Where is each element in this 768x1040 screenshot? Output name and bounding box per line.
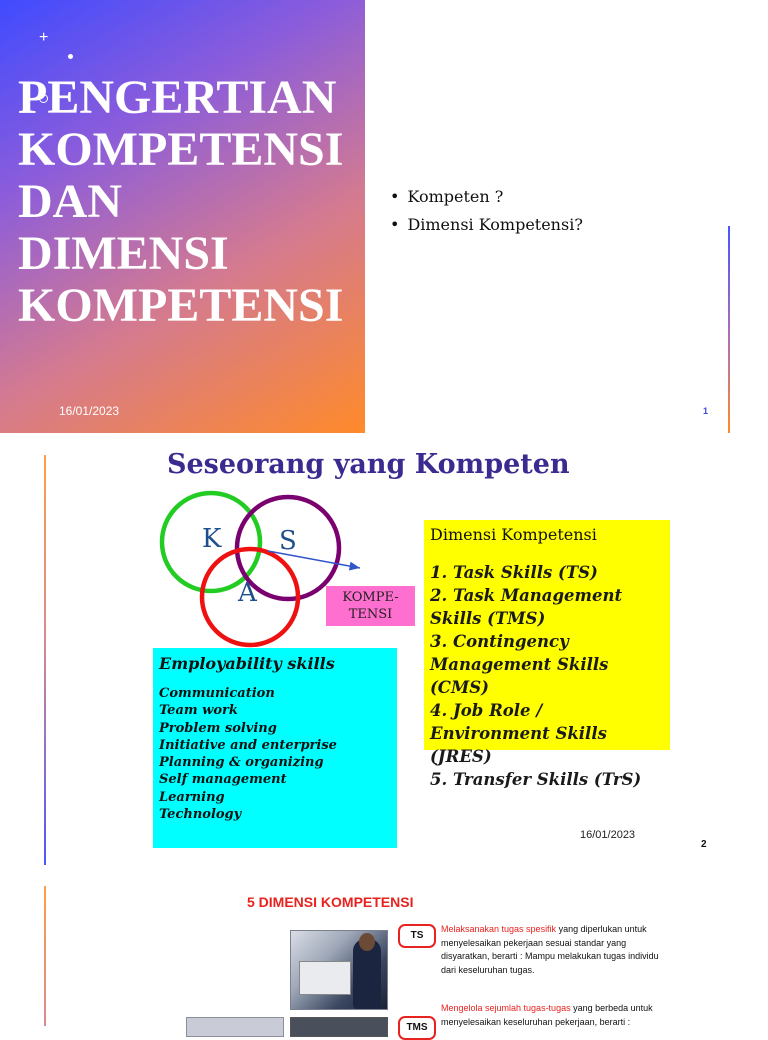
employability-item: Technology <box>159 807 242 823</box>
employability-item: Learning <box>159 789 225 805</box>
title-line: KOMPETENSI <box>18 279 344 332</box>
employability-item: Team work <box>159 703 238 719</box>
title-line: KOMPETENSI <box>18 123 344 176</box>
kompetensi-line: TENSI <box>348 607 393 622</box>
person-head-shape <box>359 933 375 951</box>
slide-1-bullet-list <box>390 187 583 243</box>
slide-2 <box>0 447 768 867</box>
ts-description <box>441 923 666 977</box>
ts-tag: TS <box>398 924 436 948</box>
photo-thumbnail <box>290 1017 388 1037</box>
page-number: 2 <box>701 839 707 850</box>
employability-item: Self management <box>159 772 287 788</box>
kompetensi-line: KOMPE- <box>342 590 399 605</box>
tms-highlight: Mengelola sejumlah tugas-tugas <box>441 1003 571 1013</box>
accent-divider <box>728 226 730 433</box>
slide-1 <box>0 0 768 433</box>
dimensi-item: 4. Job Role / Environment Skills (JRES) <box>430 701 607 766</box>
dimensi-item: 3. Contingency Management Skills (CMS) <box>430 632 609 697</box>
employability-title: Employability skills <box>159 654 335 673</box>
tms-description <box>441 1002 666 1029</box>
page-number: 1 <box>703 406 709 416</box>
dimensi-kompetensi-box <box>424 520 670 789</box>
bullet-item: • Dimensi Kompetensi? <box>390 215 583 234</box>
title-line: PENGERTIAN <box>18 71 337 124</box>
venn-label-a: A <box>238 578 257 608</box>
venn-label-s: S <box>279 526 297 556</box>
machine-shape <box>299 961 351 995</box>
accent-divider <box>44 886 46 1026</box>
slide-1-title <box>18 72 363 332</box>
title-gradient-panel <box>0 0 365 433</box>
dimensi-title: Dimensi Kompetensi <box>430 525 597 544</box>
dimensi-list <box>430 561 664 791</box>
employability-list <box>159 685 391 823</box>
ts-highlight: Melaksanakan tugas spesifik <box>441 924 557 934</box>
slide-3-title: 5 DIMENSI KOMPETENSI <box>247 894 414 910</box>
worker-photo <box>290 930 388 1010</box>
title-line: DIMENSI <box>18 227 229 280</box>
venn-label-k: K <box>202 524 222 554</box>
title-line: DAN <box>18 175 122 228</box>
slide-2-date: 16/01/2023 <box>580 829 636 841</box>
dimensi-item: 1. Task Skills (TS) <box>430 563 598 582</box>
employability-item: Problem solving <box>159 720 277 736</box>
kompetensi-box <box>326 586 415 626</box>
plus-decoration-icon: + <box>39 29 49 46</box>
tms-tag: TMS <box>398 1016 436 1040</box>
slide-1-date: 16/01/2023 <box>59 404 120 418</box>
slide-3 <box>0 880 768 1033</box>
tms-text: yang berbeda untuk menyelesaikan keseluruhan pekerjaan, berarti : <box>441 1003 653 1027</box>
dimensi-item: 2. Task Management Skills (TMS) <box>430 586 623 628</box>
employability-item: Initiative and enterprise <box>159 737 337 753</box>
dimensi-item: 5. Transfer Skills (TrS) <box>430 770 642 789</box>
slide-2-title: Seseorang yang Kompeten <box>167 449 570 480</box>
dot-decoration-icon <box>68 54 73 59</box>
employability-item: Communication <box>159 686 275 701</box>
accent-divider <box>44 455 46 865</box>
ts-text: yang diperlukan untuk menyelesaikan pekerjaan sesuai standar yang disyaratkan, berarti : Mampu melakukan tugas individu dari keseluruhan tugas. <box>441 924 659 975</box>
employability-item: Planning & organizing <box>159 755 324 771</box>
bullet-item: • Kompeten ? <box>390 187 583 206</box>
employability-skills-box <box>153 648 397 848</box>
photo-thumbnail <box>186 1017 284 1037</box>
